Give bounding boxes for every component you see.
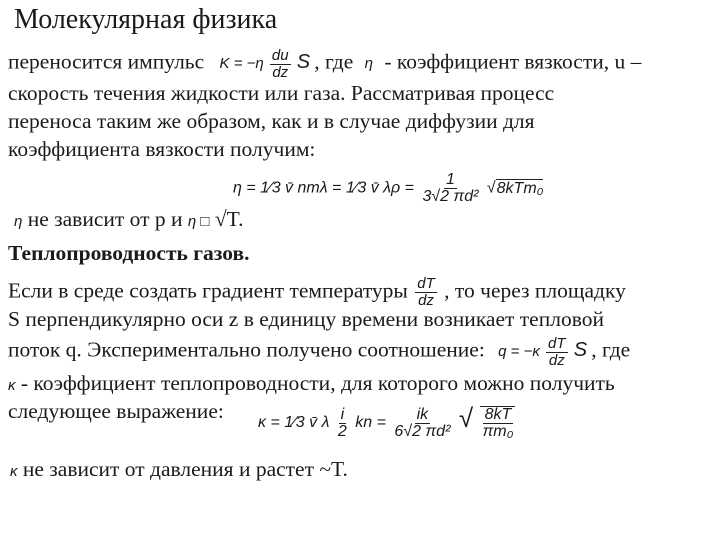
eta-symbol: η bbox=[364, 55, 373, 73]
heat-flux-fraction-num: dT bbox=[548, 335, 566, 352]
momentum-formula-lhs: K = −η bbox=[219, 55, 264, 73]
conduction-final-text: не зависит от давления и растет ~T. bbox=[22, 457, 348, 481]
conductivity-equation-mid: kn = bbox=[355, 414, 386, 432]
conduction-line-3-end: , где bbox=[591, 337, 631, 362]
conductivity-fraction-ik bbox=[392, 407, 452, 440]
conductivity-fraction-i-num: i bbox=[340, 405, 345, 423]
conduction-final-line bbox=[10, 456, 348, 482]
conduction-line-4-text: - коэффициент теплопроводности, для которого можно получить bbox=[20, 371, 615, 395]
momentum-fraction-den: dz bbox=[272, 64, 289, 81]
heat-flux-lhs: q = −κ bbox=[498, 343, 540, 361]
viscosity-equation-fraction-num: 1 bbox=[445, 171, 455, 188]
conduction-line-2: S перпендикулярно оси z в единицу времени возникает тепловой bbox=[8, 307, 604, 331]
viscosity-line-3: переноса таким же образом, как и в случае диффузии для bbox=[8, 109, 535, 133]
viscosity-equation-sqrt: 8kTm₀ bbox=[496, 179, 544, 197]
momentum-formula-s: S bbox=[296, 51, 311, 74]
slide-title: Молекулярная физика bbox=[14, 4, 278, 35]
eta-note-text: не зависит от p и bbox=[27, 207, 183, 231]
viscosity-line-2: скорость течения жидкости или газа. Рассматривая процесс bbox=[8, 81, 555, 105]
conductivity-sqrt-den: πm₀ bbox=[482, 423, 514, 440]
viscosity-equation-fraction bbox=[420, 172, 480, 205]
viscosity-where: , где bbox=[314, 49, 354, 74]
conductivity-fraction-i-den: 2 bbox=[337, 422, 347, 440]
eta-note-sqrt: √T. bbox=[214, 207, 244, 231]
conduction-line-1-end: , то через площадку bbox=[444, 278, 626, 303]
conductivity-sqrt-num: 8kT bbox=[484, 406, 512, 423]
conduction-heading: Теплопроводность газов. bbox=[8, 241, 250, 265]
conduction-line-3 bbox=[8, 336, 630, 369]
eta-note-line bbox=[14, 206, 244, 232]
final-kappa-symbol: κ bbox=[10, 463, 18, 480]
conduction-line-5: следующее выражение: bbox=[8, 399, 224, 423]
conduction-line-4 bbox=[8, 370, 615, 396]
conduction-line-1-text: Если в среде создать градиент температуры bbox=[8, 278, 408, 303]
heat-flux-formula bbox=[498, 335, 591, 369]
heat-flux-s: S bbox=[573, 339, 588, 362]
conductivity-sqrt-fraction bbox=[480, 406, 516, 440]
momentum-fraction-num: du bbox=[271, 47, 289, 64]
viscosity-equation: η = 1⁄3 v̄ nmλ = 1⁄3 v̄ λρ = $\frac{1}{\text{3√2 πd²}}$ √8kTm₀ bbox=[233, 171, 544, 205]
viscosity-line-4: коэффициента вязкости получим: bbox=[8, 137, 316, 161]
conductivity-equation-lhs: κ = 1⁄3 v̄ λ bbox=[258, 414, 330, 432]
conductivity-fraction-i bbox=[336, 407, 349, 440]
temperature-gradient-num: dT bbox=[417, 275, 435, 292]
viscosity-equation-fraction-den: 3√2 πd² bbox=[422, 188, 479, 205]
conductivity-equation: κ = 1⁄3 v̄ λ $\frac{i}{2}$ kn = $\frac{ik}{\text{6√2 πd²}}$ √ $\frac{8kT}{\text{πm₀}}$ bbox=[258, 403, 514, 440]
conduction-line-3-text: поток q. Экспериментально получено соотношение: bbox=[8, 337, 485, 362]
eta-note-symbol: η bbox=[14, 213, 23, 230]
viscosity-line-1-rest: - коэффициент вязкости, u – bbox=[384, 49, 642, 74]
kappa-symbol: κ bbox=[8, 377, 16, 394]
conduction-line-1 bbox=[8, 276, 626, 309]
momentum-fraction bbox=[270, 48, 291, 81]
momentum-formula bbox=[219, 47, 315, 81]
temperature-gradient-den: dz bbox=[418, 292, 434, 309]
viscosity-line-1 bbox=[8, 48, 641, 81]
conductivity-fraction-ik-num: ik bbox=[416, 405, 429, 423]
heat-flux-fraction bbox=[546, 336, 568, 369]
heat-flux-fraction-den: dz bbox=[548, 352, 565, 369]
conductivity-fraction-ik-den: 6√2 πd² bbox=[394, 422, 451, 440]
viscosity-line-1-prefix: переносится импульс bbox=[8, 49, 205, 74]
viscosity-equation-lhs: η = 1⁄3 v̄ nmλ = 1⁄3 v̄ λρ = bbox=[233, 179, 414, 197]
eta-note-proportional: η □ bbox=[187, 213, 210, 230]
temperature-gradient-fraction bbox=[415, 276, 437, 309]
